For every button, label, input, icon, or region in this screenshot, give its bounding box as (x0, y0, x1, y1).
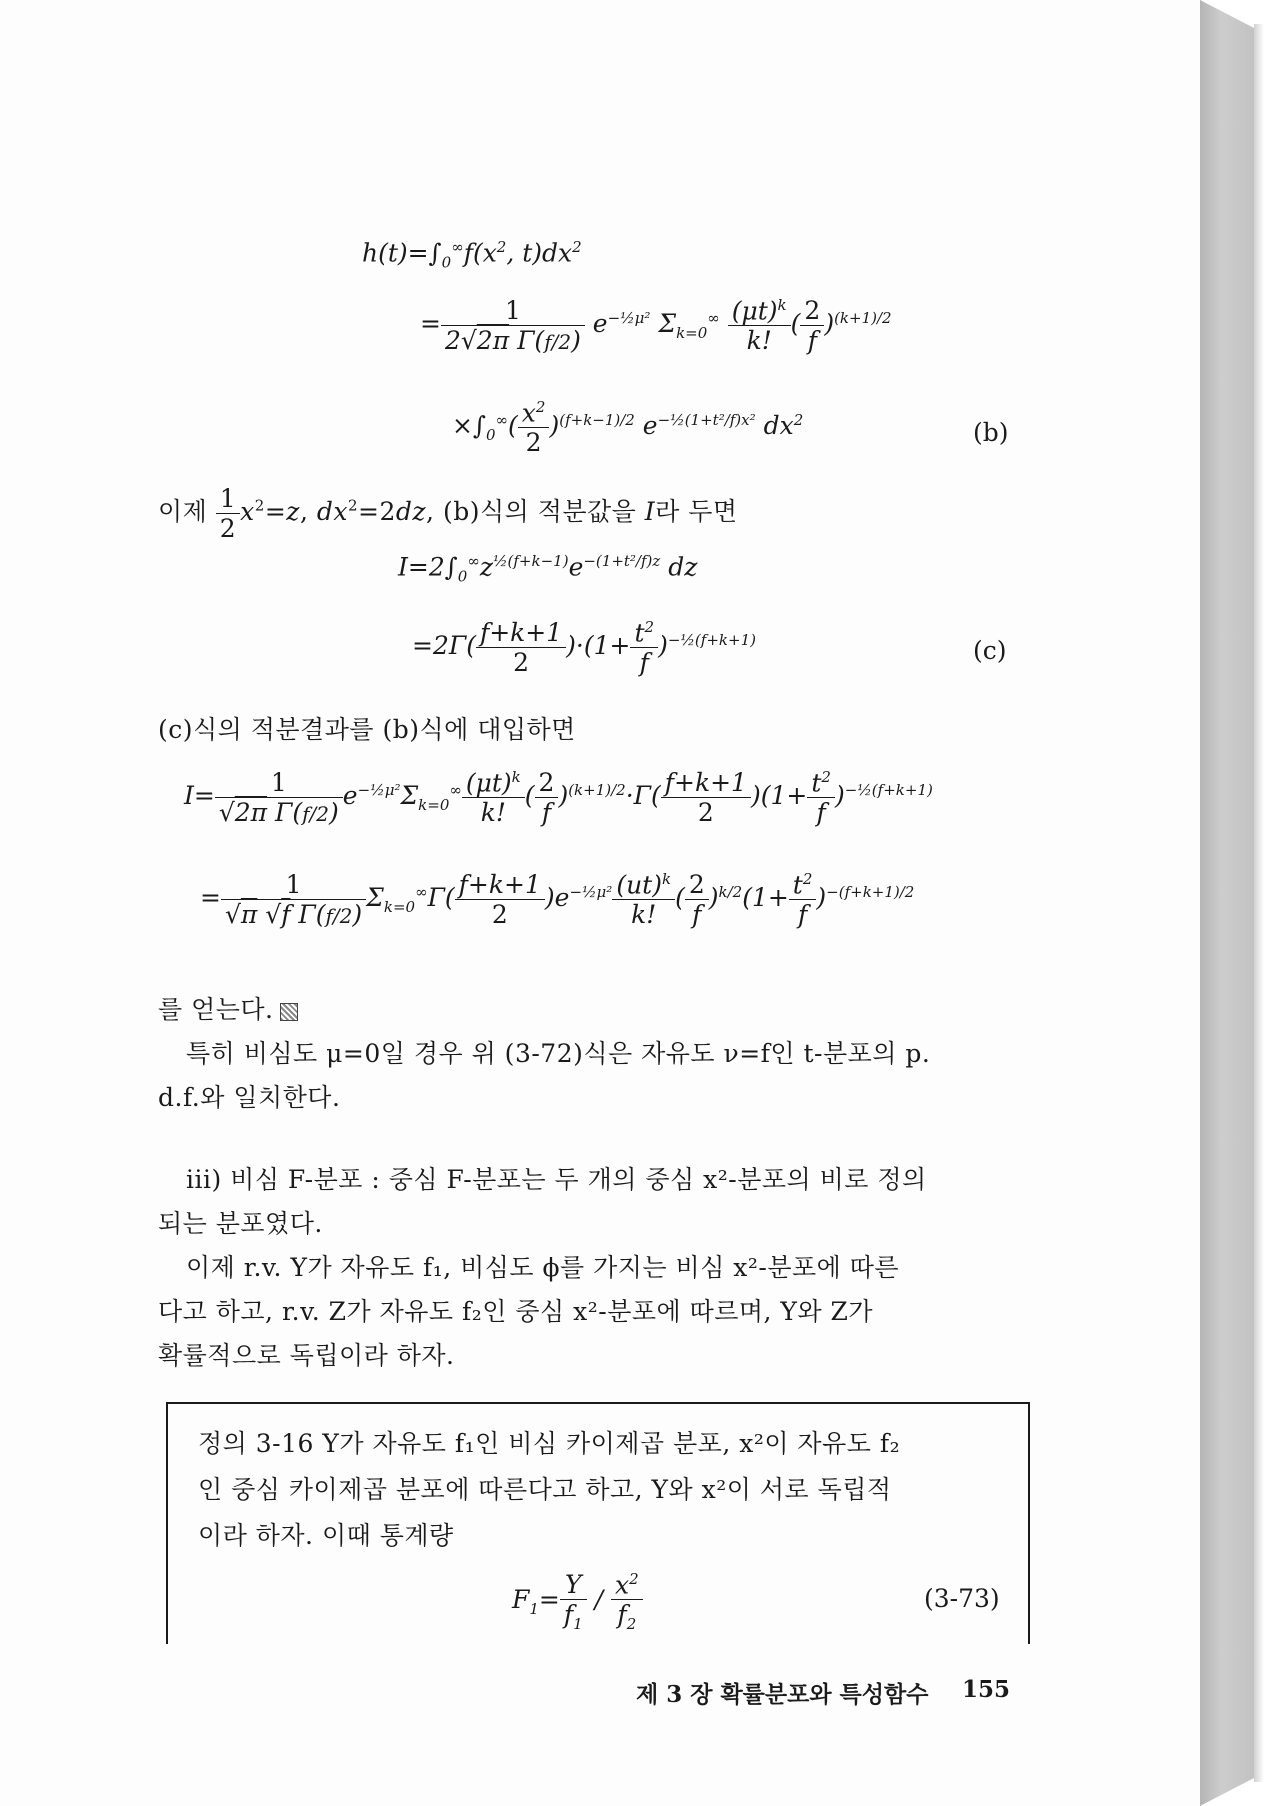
equation-I-line2: =2Γ( $\frac{f+k+1}{2}$ )·(1+ $\frac{t^2}{f}$ )$^{-\frac{1}{2}(f+k+1)}$ (412, 618, 756, 678)
equation-h-line3: $\times\int_0^\infty$( $\frac{x^2}{2}$ )$^{(f+k-1)/2}$ $e^{-\frac{1}{2}(1+t^2/f)x^2}$ $dx^2$ (452, 398, 804, 458)
footer-page-number: 155 (962, 1676, 1011, 1703)
equation-label-b: (b) (973, 418, 1009, 447)
equation-I-big2: = $\frac{1}{\text{√π √f Γ(f/2)}}$ $\Sigma_{k=0}^\infty\Gamma$( $\frac{f+k+1}{2}$ )$e^{-\frac{1}{2}\mu^2}$ $\frac{(ut)^k}{k!}$ ( $\frac{2}{f}$ )$^{k/2}$(1+ $\frac{t^2}{f}$ )$^{-(f+k+1)/2}$ (200, 870, 915, 930)
definition-line1: 정의 3-16 Y가 자유도 f₁인 비심 카이제곱 분포, x²이 자유도 f₂ (198, 1429, 901, 1458)
footer-chapter: 제 3 장 확률분포와 특성함수 (636, 1681, 929, 1708)
qed-mark-icon (280, 1003, 298, 1021)
text-obtain (158, 990, 298, 1026)
text-c-into-b: (c)식의 적분결과를 (b)식에 대입하면 (158, 715, 576, 744)
equation-F: $F_1=$ $\frac{Y}{f_1}$ / $\frac{x^2}{f_2}$ (512, 1570, 643, 1633)
equation-label-373: (3-73) (924, 1584, 1000, 1613)
text-para1-line1: 특히 비심도 μ=0일 경우 위 (3-72)식은 자유도 ν=f인 t-분포의 p. (186, 1039, 931, 1068)
text-para2-line1: iii) 비심 F-분포 : 중심 F-분포는 두 개의 중심 x²-분포의 비로 정의 (186, 1165, 927, 1194)
equation-h-line1: $h(t)=\int_0^\infty f(x^2$, $t)dx^2$ (362, 238, 582, 272)
equation-label-c: (c) (973, 636, 1007, 665)
text-para2-line2: 되는 분포였다. (158, 1209, 323, 1238)
equation-I-line1: $I=2\int_0^\infty z^{\frac{1}{2}(f+k-1)}e^{-(1+t^2/f)z}$ dz (398, 552, 698, 586)
text-para3-line2: 다고 하고, r.v. Z가 자유도 f₂인 중심 x²-분포에 따르며, Y와 Z가 (158, 1297, 874, 1326)
definition-line3: 이라 하자. 이때 통계량 (198, 1521, 454, 1550)
equation-I-big1: I= $\frac{1}{\text{√2π Γ(f/2)}}$ $e^{-\frac{1}{2}\mu^2}\Sigma_{k=0}^\infty$ $\frac{(\mu t)^k}{k!}$ ( $\frac{2}{f}$ )$^{(k+1)/2}$·Γ( $\frac{f+k+1}{2}$ )(1+ $\frac{t^2}{f}$ )$^{-\frac{1}{2}(f+k+1)}$ (184, 768, 933, 828)
text-obtain-label: 를 얻는다. (158, 995, 274, 1024)
text-para3-line3: 확률적으로 독립이라 하자. (158, 1341, 455, 1370)
text-para3-line1: 이제 r.v. Y가 자유도 f₁, 비심도 ϕ를 가지는 비심 x²-분포에 따른 (186, 1253, 900, 1282)
text-substitution: 이제 $\frac{1}{2}$ $x^2=z$, $dx^2=2dz$, (b)식의 적분값을 I라 두면 (158, 484, 738, 543)
page-edge-stack (1200, 0, 1254, 1806)
page-edge-shadow (1254, 24, 1264, 1782)
equation-h-line2: = $\frac{1}{\text{2√2π Γ(f/2)}}$ $e^{-\frac{1}{2}\mu^2}$ $\Sigma_{k=0}^\infty$ $\frac{(\mu t)^k}{k!}$ ( $\frac{2}{f}$ )$^{(k+1)/2}$ (420, 296, 892, 356)
definition-line2: 인 중심 카이제곱 분포에 따른다고 하고, Y와 x²이 서로 독립적 (198, 1475, 892, 1504)
text-para1-line2: d.f.와 일치한다. (158, 1083, 341, 1112)
